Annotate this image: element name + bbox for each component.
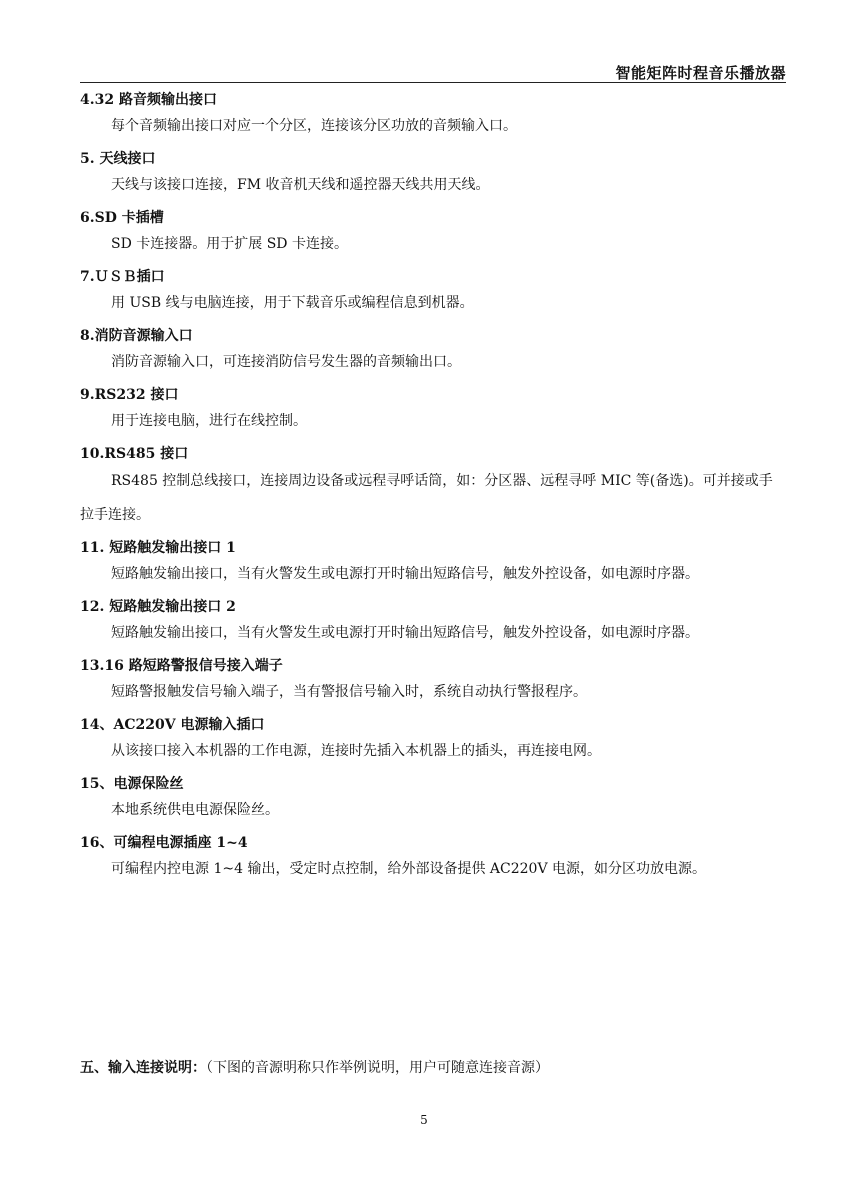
section-body: 短路触发输出接口，当有火警发生或电源打开时输出短路信号，触发外控设备，如电源时序器。: [111, 625, 699, 641]
section-heading: 8.消防音源输入口: [80, 328, 193, 344]
header-title: 智能矩阵时程音乐播放器: [615, 64, 786, 82]
section-heading: 7.ＵＳＢ插口: [80, 269, 165, 285]
section-antenna: [80, 149, 786, 202]
section-heading: 5. 天线接口: [80, 151, 156, 167]
section-heading: 4.32 路音频输出接口: [80, 92, 217, 108]
input-connection-heading: [80, 1057, 549, 1077]
section-heading: 10.RS485 接口: [80, 446, 189, 462]
section-body: 用 USB 线与电脑连接，用于下载音乐或编程信息到机器。: [111, 295, 474, 311]
section-body: 从该接口接入本机器的工作电源，连接时先插入本机器上的插头，再连接电网。: [111, 743, 601, 759]
section-fuse: [80, 774, 786, 827]
section-body: 天线与该接口连接，FM 收音机天线和遥控器天线共用天线。: [111, 177, 490, 193]
header-rule: [80, 82, 786, 83]
section-body: 短路警报触发信号输入端子，当有警报信号输入时，系统自动执行警报程序。: [111, 684, 587, 700]
section-heading: 15、电源保险丝: [80, 776, 184, 792]
section-body: 消防音源输入口，可连接消防信号发生器的音频输出口。: [111, 354, 461, 370]
section-audio-output: [80, 90, 786, 143]
page-number: 5: [420, 1113, 428, 1127]
section-rs485: [80, 444, 786, 532]
section-body: 本地系统供电电源保险丝。: [111, 802, 279, 818]
section-heading: 12. 短路触发输出接口 2: [80, 599, 236, 615]
section-heading: 13.16 路短路警报信号接入端子: [80, 658, 283, 674]
section-heading: 11. 短路触发输出接口 1: [80, 540, 236, 556]
section-fire-input: [80, 326, 786, 379]
section-usb: [80, 267, 786, 320]
document-body: [80, 90, 786, 892]
section-trigger-1: [80, 538, 786, 591]
section-trigger-2: [80, 597, 786, 650]
section-ac-input: [80, 715, 786, 768]
section-body: 短路触发输出接口，当有火警发生或电源打开时输出短路信号，触发外控设备，如电源时序器。: [111, 566, 699, 582]
section-alarm-terminal: [80, 656, 786, 709]
section-rs232: [80, 385, 786, 438]
input-connection-title: 五、输入连接说明：: [80, 1060, 206, 1076]
section-heading: 14、AC220V 电源输入插口: [80, 717, 265, 733]
section-sd-slot: [80, 208, 786, 261]
section-body: 可编程内控电源 1~4 输出，受定时点控制，给外部设备提供 AC220V 电源，如分区功放电源。: [111, 861, 706, 877]
input-connection-note: （下图的音源明称只作举例说明，用户可随意连接音源）: [206, 1060, 549, 1076]
section-heading: 6.SD 卡插槽: [80, 210, 164, 226]
section-body: 用于连接电脑，进行在线控制。: [111, 413, 307, 429]
section-heading: 16、可编程电源插座 1~4: [80, 835, 248, 851]
section-heading: 9.RS232 接口: [80, 387, 179, 403]
section-body: RS485 控制总线接口，连接周边设备或远程寻呼话筒，如：分区器、远程寻呼 MIC 等(备选)。可并接或手拉手连接。: [80, 473, 773, 523]
section-body: 每个音频输出接口对应一个分区，连接该分区功放的音频输入口。: [111, 118, 517, 134]
section-programmable-socket: [80, 833, 786, 886]
section-body: SD 卡连接器。用于扩展 SD 卡连接。: [111, 236, 348, 252]
